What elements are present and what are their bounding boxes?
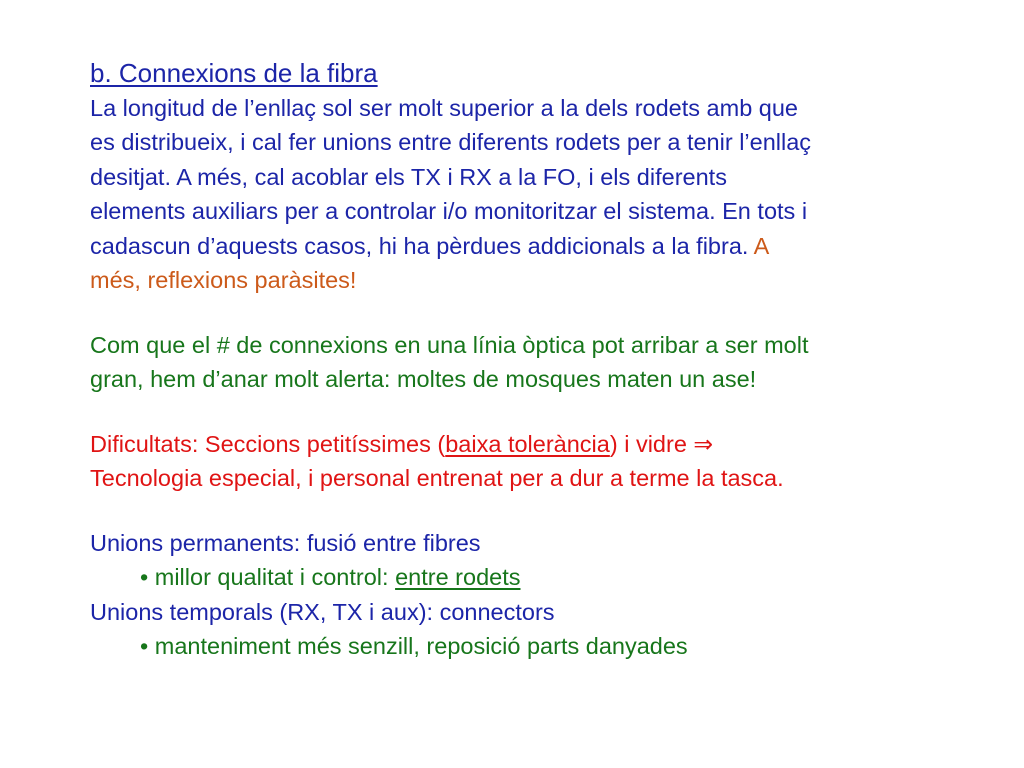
- spacer: [90, 397, 990, 427]
- underlined-term: baixa tolerància: [445, 430, 610, 457]
- paragraph-losses: [90, 91, 990, 298]
- text-segment: ) i vidre ⇒: [609, 430, 714, 457]
- spacer: [90, 496, 990, 526]
- text-segment: cadascun d’aquests casos, hi ha pèrdues addicionals a la fibra.: [90, 232, 749, 259]
- text-line: [90, 229, 990, 264]
- spacer: [90, 298, 990, 328]
- underlined-term: entre rodets: [395, 564, 521, 590]
- slide-title: b. Connexions de la fibra: [90, 58, 378, 88]
- paragraph-difficulties: [90, 427, 990, 496]
- paragraph-connections: [90, 328, 990, 397]
- text-segment: • millor qualitat i control:: [140, 564, 396, 590]
- text-line: es distribueix, i cal fer unions entre diferents rodets per a tenir l’enllaç: [90, 129, 812, 155]
- text-line: Unions temporals (RX, TX i aux): connectors: [90, 598, 555, 625]
- text-line: elements auxiliars per a controlar i/o monitoritzar el sistema. En tots i: [90, 198, 808, 224]
- text-line: Tecnologia especial, i personal entrenat per a dur a terme la tasca.: [90, 465, 784, 491]
- reflection-note: més, reflexions paràsites!: [90, 267, 357, 293]
- bullet-item: [90, 560, 990, 595]
- text-line: gran, hem d’anar molt alerta: moltes de mosques maten un ase!: [90, 366, 757, 392]
- text-segment: Dificultats: Seccions petitíssimes (: [90, 430, 446, 457]
- text-line: desitjat. A més, cal acoblar els TX i RX a la FO, i els diferents: [90, 163, 727, 190]
- bullet-item: • manteniment més senzill, reposició parts danyades: [140, 633, 688, 659]
- slide-content: [90, 56, 990, 664]
- text-line: [90, 427, 990, 462]
- paragraph-unions: [90, 526, 990, 664]
- reflection-note-start: A: [753, 232, 770, 259]
- text-line: La longitud de l’enllaç sol ser molt superior a la dels rodets amb que: [90, 94, 799, 121]
- text-line: Unions permanents: fusió entre fibres: [90, 529, 481, 556]
- text-line: Com que el # de connexions en una línia òptica pot arribar a ser molt: [90, 331, 809, 358]
